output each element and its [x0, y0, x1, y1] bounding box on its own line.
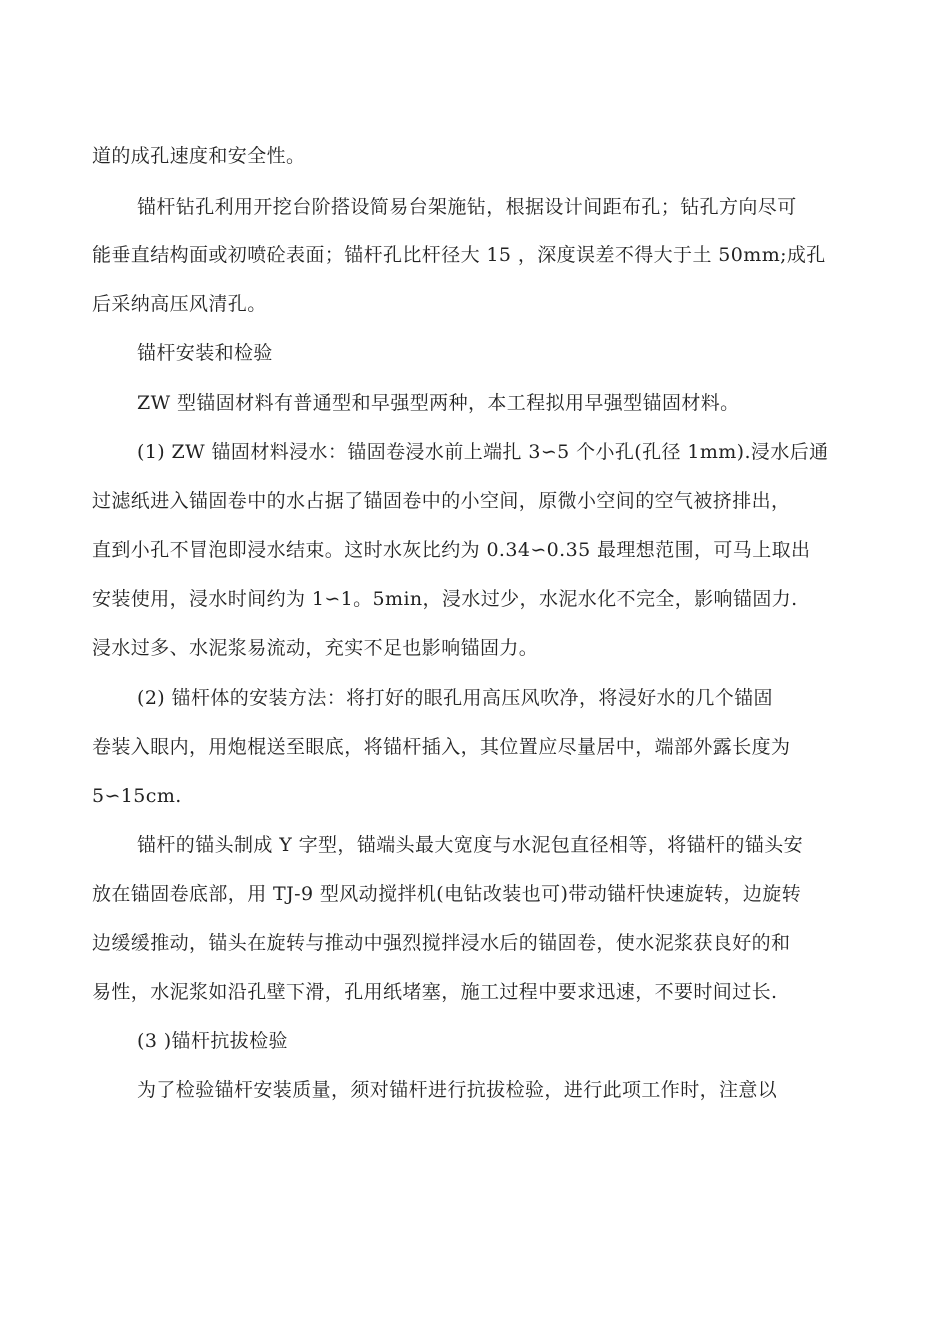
section-heading: 锚杆安装和检验	[137, 342, 273, 364]
text-line: 后采纳高压风清孔。	[92, 293, 267, 315]
text-line: 直到小孔不冒泡即浸水结束。这时水灰比约为 0.34∽0.35 最理想范围，可马上取出	[92, 539, 811, 561]
section-heading: (3 )锚杆抗拔检验	[137, 1030, 288, 1052]
text-line: (1) ZW 锚固材料浸水：锚固卷浸水前上端扎 3∽5 个小孔(孔径 1mm).浸水后通	[137, 441, 829, 463]
text-line: 为了检验锚杆安装质量，须对锚杆进行抗拔检验，进行此项工作时，注意以	[137, 1079, 778, 1101]
text-line: (2) 锚杆体的安装方法：将打好的眼孔用高压风吹净，将浸好水的几个锚固	[137, 687, 773, 709]
text-line: 卷装入眼内，用炮棍送至眼底，将锚杆插入，其位置应尽量居中，端部外露长度为	[92, 736, 791, 758]
text-line: 安装使用，浸水时间约为 1∽1。5min，浸水过少，水泥水化不完全，影响锚固力.	[92, 588, 798, 610]
text-line: 道的成孔速度和安全性。	[92, 145, 306, 167]
text-line: 5∽15cm.	[92, 785, 182, 807]
text-line: 锚杆钻孔利用开挖台阶搭设简易台架施钻，根据设计间距布孔；钻孔方向尽可	[137, 196, 797, 218]
text-line: 过滤纸进入锚固卷中的水占据了锚固卷中的小空间，原微小空间的空气被挤排出，	[92, 490, 791, 512]
text-line: 能垂直结构面或初喷砼表面；锚杆孔比杆径大 15 ，深度误差不得大于土 50mm;成孔	[92, 244, 826, 266]
text-line: 锚杆的锚头制成 Y 字型，锚端头最大宽度与水泥包直径相等，将锚杆的锚头安	[137, 834, 804, 856]
text-line: 浸水过多、水泥浆易流动，充实不足也影响锚固力。	[92, 637, 539, 659]
text-line: ZW 型锚固材料有普通型和早强型两种，本工程拟用早强型锚固材料。	[137, 392, 740, 414]
text-line: 易性，水泥浆如沿孔壁下滑，孔用纸堵塞，施工过程中要求迅速，不要时间过长.	[92, 981, 778, 1003]
text-line: 放在锚固卷底部，用 TJ-9 型风动搅拌机(电钻改装也可)带动锚杆快速旋转，边旋转	[92, 883, 802, 905]
text-line: 边缓缓推动，锚头在旋转与推动中强烈搅拌浸水后的锚固卷，使水泥浆获良好的和	[92, 932, 791, 954]
